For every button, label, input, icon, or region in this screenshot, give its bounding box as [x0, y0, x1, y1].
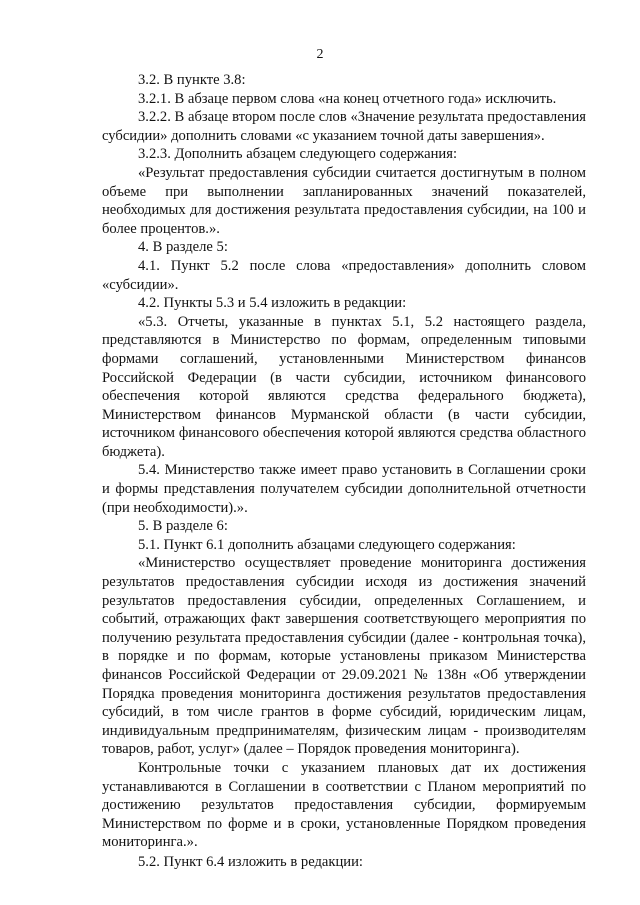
page-number: 2: [316, 47, 324, 62]
paragraph: Контрольные точки с указанием плановых дат их достижения устанавливаются в Соглашении в соответствии с Планом мероприятий по достижению результатов предоставления субсидии, формируемым Министерством по форме и в сроки, установленные Порядком проведения мониторинга.».: [102, 759, 586, 851]
paragraph: 3.2.1. В абзаце первом слова «на конец отчетного года» исключить.: [138, 90, 557, 107]
paragraph: 5.4. Министерство также имеет право установить в Соглашении сроки и формы представления получателем субсидии дополнительной отчетности (при необходимости).».: [102, 462, 586, 516]
paragraph: 3.2.2. В абзаце втором после слов «Значение результата предоставления субсидии» дополнить словами «с указанием точной даты завершения».: [102, 109, 586, 144]
paragraph: 4. В разделе 5:: [138, 239, 228, 256]
paragraph: «Результат предоставления субсидии считается достигнутым в полном объеме при выполнении запланированных значений показателей, необходимых для достижения результата предоставления субсидии, на 100 и более процентов.».: [102, 164, 586, 237]
paragraph: «Министерство осуществляет проведение мониторинга достижения результатов предоставления субсидии исходя из достижения значений результатов предоставления субсидии, определенных Соглашением, и событий, отражающих факт завершения соответствующего мероприятия по получению результата предоставления субсидии (далее - контрольная точка), в порядке и по формам, которые установлены приказом Министерства финансов Российской Федерации от 29.09.2021 № 138н «Об утверждении Порядка проведения мониторинга достижения результатов предоставления субсидий, в том числе грантов в форме субсидий, юридическим лицам, индивидуальным предпринимателям, физическим лицам - производителям товаров, работ, услуг» (далее – Порядок проведения мониторинга).: [102, 555, 586, 758]
paragraph: 5.2. Пункт 6.4 изложить в редакции:: [138, 853, 363, 870]
paragraph: 4.2. Пункты 5.3 и 5.4 изложить в редакции:: [138, 295, 407, 312]
paragraph: 5.1. Пункт 6.1 дополнить абзацами следующего содержания:: [138, 536, 516, 553]
document-body: [102, 71, 586, 872]
paragraph: 4.1. Пункт 5.2 после слова «предоставления» дополнить словом «субсидии».: [102, 257, 586, 293]
paragraph: 3.2.3. Дополнить абзацем следующего содержания:: [138, 146, 458, 163]
paragraph: «5.3. Отчеты, указанные в пунктах 5.1, 5.2 настоящего раздела, представляются в Министерство по формам, определенным типовыми формами соглашений, установленными Министерством финансов Российской Федерации (в части субсидии, источником финансового обеспечения которой являются средства федерального бюджета), Министерством финансов Мурманской области (в части субсидии, источником финансового обеспечения которой являются средства областного бюджета).: [102, 313, 586, 460]
paragraph: 5. В разделе 6:: [138, 518, 228, 535]
paragraph: 3.2. В пункте 3.8:: [138, 72, 246, 88]
